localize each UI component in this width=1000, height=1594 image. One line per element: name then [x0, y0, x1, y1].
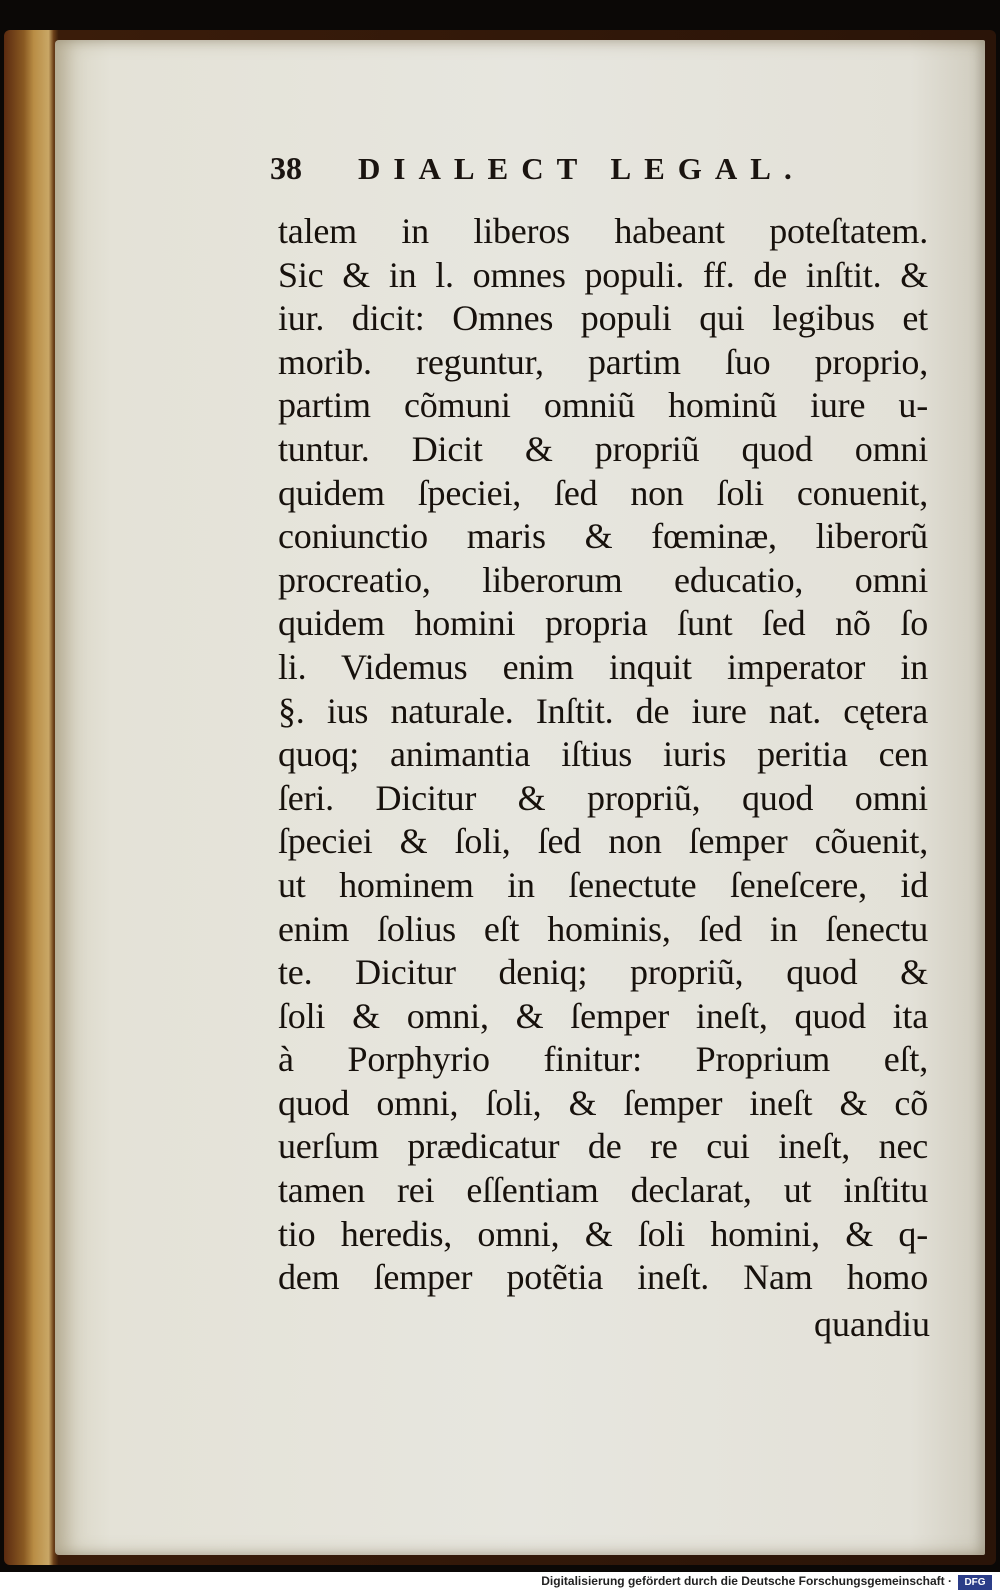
text-line: uerſum prædicatur de re cui ineſt, nec: [278, 1126, 928, 1167]
text-line: tamen rei eſſentiam declarat, ut inſtitu: [278, 1170, 928, 1211]
text-line: quidem homini propria ſunt ſed nõ ſo: [278, 603, 928, 644]
text-line: li. Videmus enim inquit imperator in: [278, 646, 928, 687]
text-line: quoq; animantia iſtius iuris peritia cen: [278, 734, 928, 775]
text-line: coniunctio maris & fœminæ, liberorũ: [278, 516, 928, 557]
digitization-footer: [0, 1572, 1000, 1594]
text-line: talem in liberos habeant poteſtatem.: [278, 211, 928, 251]
text-line: ſeri. Dicitur & propriũ, quod omni: [278, 777, 928, 818]
text-line: ſpeciei & ſoli, ſed non ſemper cõuenit,: [278, 821, 928, 862]
text-line: quod omni, ſoli, & ſemper ineſt & cõ: [278, 1082, 928, 1123]
dfg-logo: DFG: [958, 1575, 992, 1590]
running-title: DIALECT LEGAL.: [358, 151, 805, 186]
text-line: enim ſolius eſt hominis, ſed in ſenectu: [278, 908, 928, 949]
text-line: te. Dicitur deniq; propriũ, quod &: [278, 952, 928, 993]
text-line: iur. dicit: Omnes populi qui legibus et: [278, 298, 928, 339]
text-line: dem ſemper potẽtia ineſt. Nam homo: [278, 1257, 928, 1298]
catchword: quandiu: [814, 1304, 930, 1344]
text-line: morib. reguntur, partim ſuo proprio,: [278, 341, 928, 382]
text-line: Sic & in l. omnes populi. ff. de inſtit. &: [278, 254, 928, 295]
text-line: tuntur. Dicit & propriũ quod omni: [278, 428, 928, 469]
text-line: partim cõmuni omniũ hominũ iure u-: [278, 385, 928, 426]
text-line: quidem ſpeciei, ſed non ſoli conuenit,: [278, 472, 928, 513]
text-line: §. ius naturale. Inſtit. de iure nat. cętera: [278, 690, 928, 731]
text-line: ſoli & omni, & ſemper ineſt, quod ita: [278, 995, 928, 1036]
text-line: tio heredis, omni, & ſoli homini, & q-: [278, 1213, 928, 1254]
funding-credit: Digitalisierung gefördert durch die Deutsche Forschungsgemeinschaft ·: [541, 1574, 952, 1588]
text-line: procreatio, liberorum educatio, omni: [278, 559, 928, 600]
text-block: [278, 210, 928, 1300]
text-line: à Porphyrio finitur: Proprium eſt,: [278, 1039, 928, 1080]
text-line: ut hominem in ſenectute ſeneſcere, id: [278, 864, 928, 905]
running-head: [270, 150, 830, 200]
page-number: 38: [270, 150, 302, 186]
